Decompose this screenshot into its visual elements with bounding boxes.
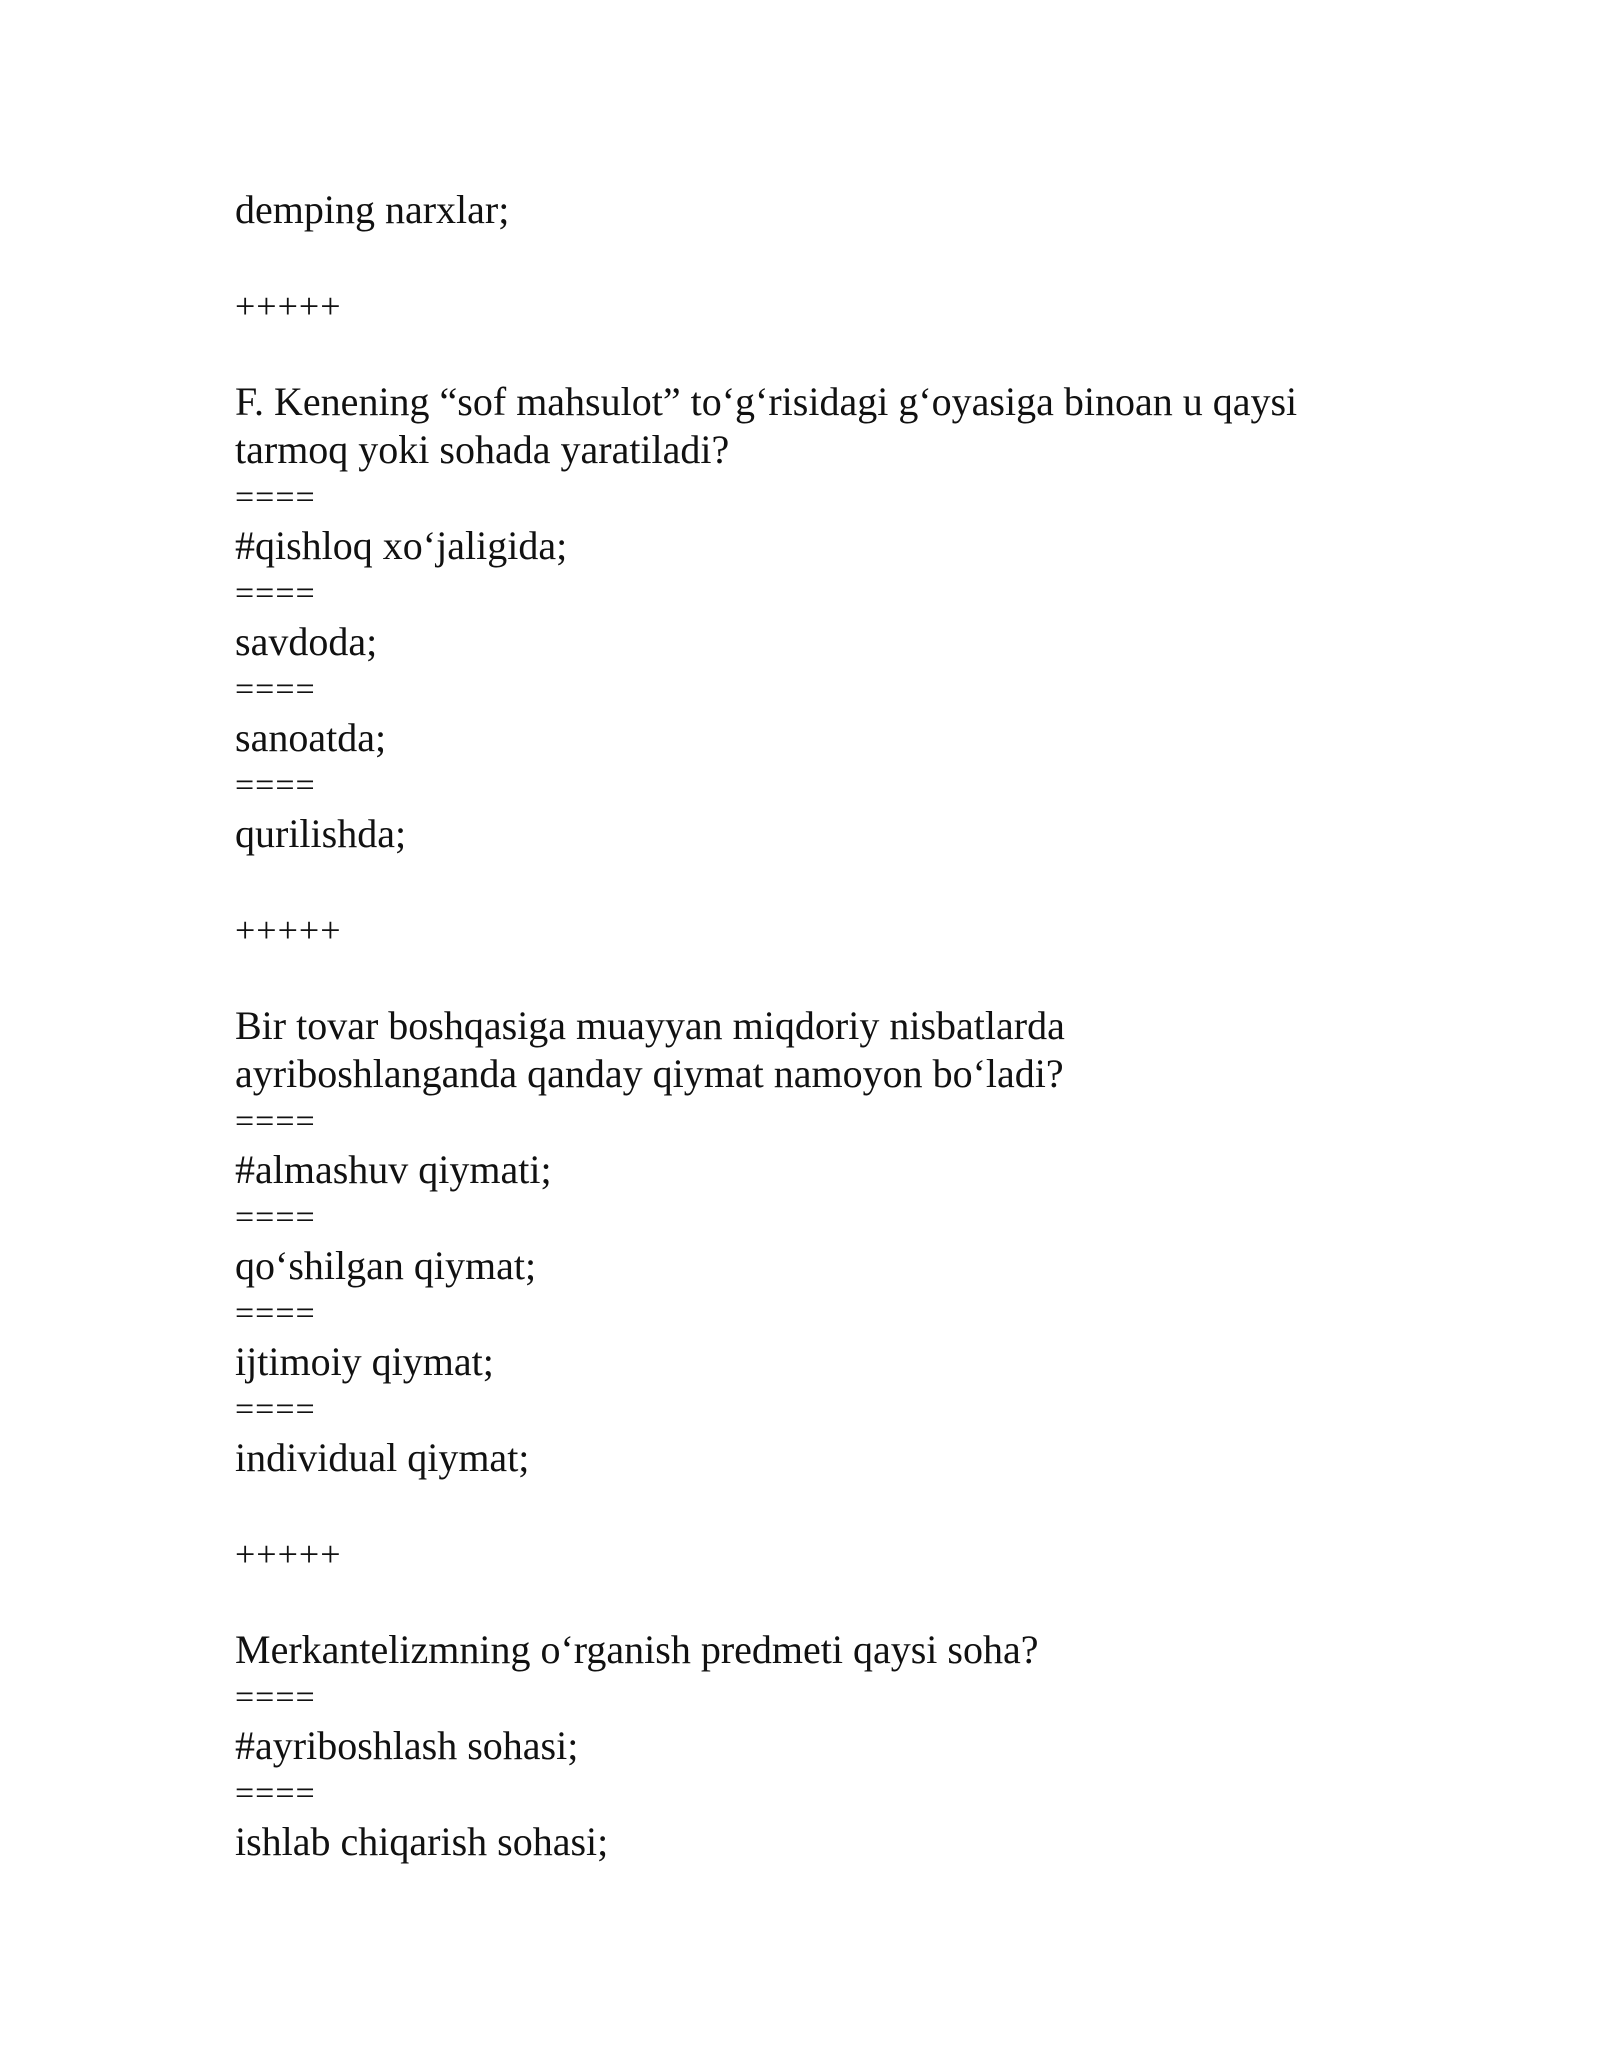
question-text: Bir tovar boshqasiga muayyan miqdoriy nisbatlarda [235, 1003, 1065, 1048]
blank-line [235, 1482, 1415, 1530]
option-separator: ==== [235, 767, 316, 804]
answer-option-text: #qishloq xo‘jaligida; [235, 523, 568, 568]
option-separator: ==== [235, 479, 316, 516]
question-text: ayriboshlanganda qanday qiymat namoyon bo‘ladi? [235, 1051, 1064, 1096]
answer-option-text: qurilishda; [235, 811, 407, 856]
option-separator: ==== [235, 1199, 316, 1236]
option-separator: ==== [235, 1775, 316, 1812]
answer-option-text: #almashuv qiymati; [235, 1147, 552, 1192]
item-separator: +++++ [235, 1534, 342, 1574]
question-text: Merkantelizmning o‘rganish predmeti qaysi soha? [235, 1627, 1039, 1672]
answer-option-text: qo‘shilgan qiymat; [235, 1243, 537, 1288]
item-separator: +++++ [235, 910, 342, 950]
document-body [235, 186, 1415, 1866]
answer-option-text: ishlab chiqarish sohasi; [235, 1819, 609, 1864]
option-separator: ==== [235, 1103, 316, 1140]
answer-option-text: savdoda; [235, 619, 378, 664]
blank-line [235, 954, 1415, 1002]
option-separator: ==== [235, 671, 316, 708]
question-text: F. Kenening “sof mahsulot” to‘g‘risidagi g‘oyasiga binoan u qaysi [235, 379, 1298, 424]
option-separator: ==== [235, 1295, 316, 1332]
option-separator: ==== [235, 1391, 316, 1428]
blank-line [235, 234, 1415, 282]
answer-option-text: sanoatda; [235, 715, 387, 760]
item-separator: +++++ [235, 286, 342, 326]
blank-line [235, 858, 1415, 906]
blank-line [235, 330, 1415, 378]
question-text: tarmoq yoki sohada yaratiladi? [235, 427, 730, 472]
answer-option-text: #ayriboshlash sohasi; [235, 1723, 579, 1768]
answer-option-text: ijtimoiy qiymat; [235, 1339, 494, 1384]
answer-option-text: individual qiymat; [235, 1435, 530, 1480]
option-separator: ==== [235, 1679, 316, 1716]
answer-option-text: demping narxlar; [235, 187, 510, 232]
blank-line [235, 1578, 1415, 1626]
option-separator: ==== [235, 575, 316, 612]
